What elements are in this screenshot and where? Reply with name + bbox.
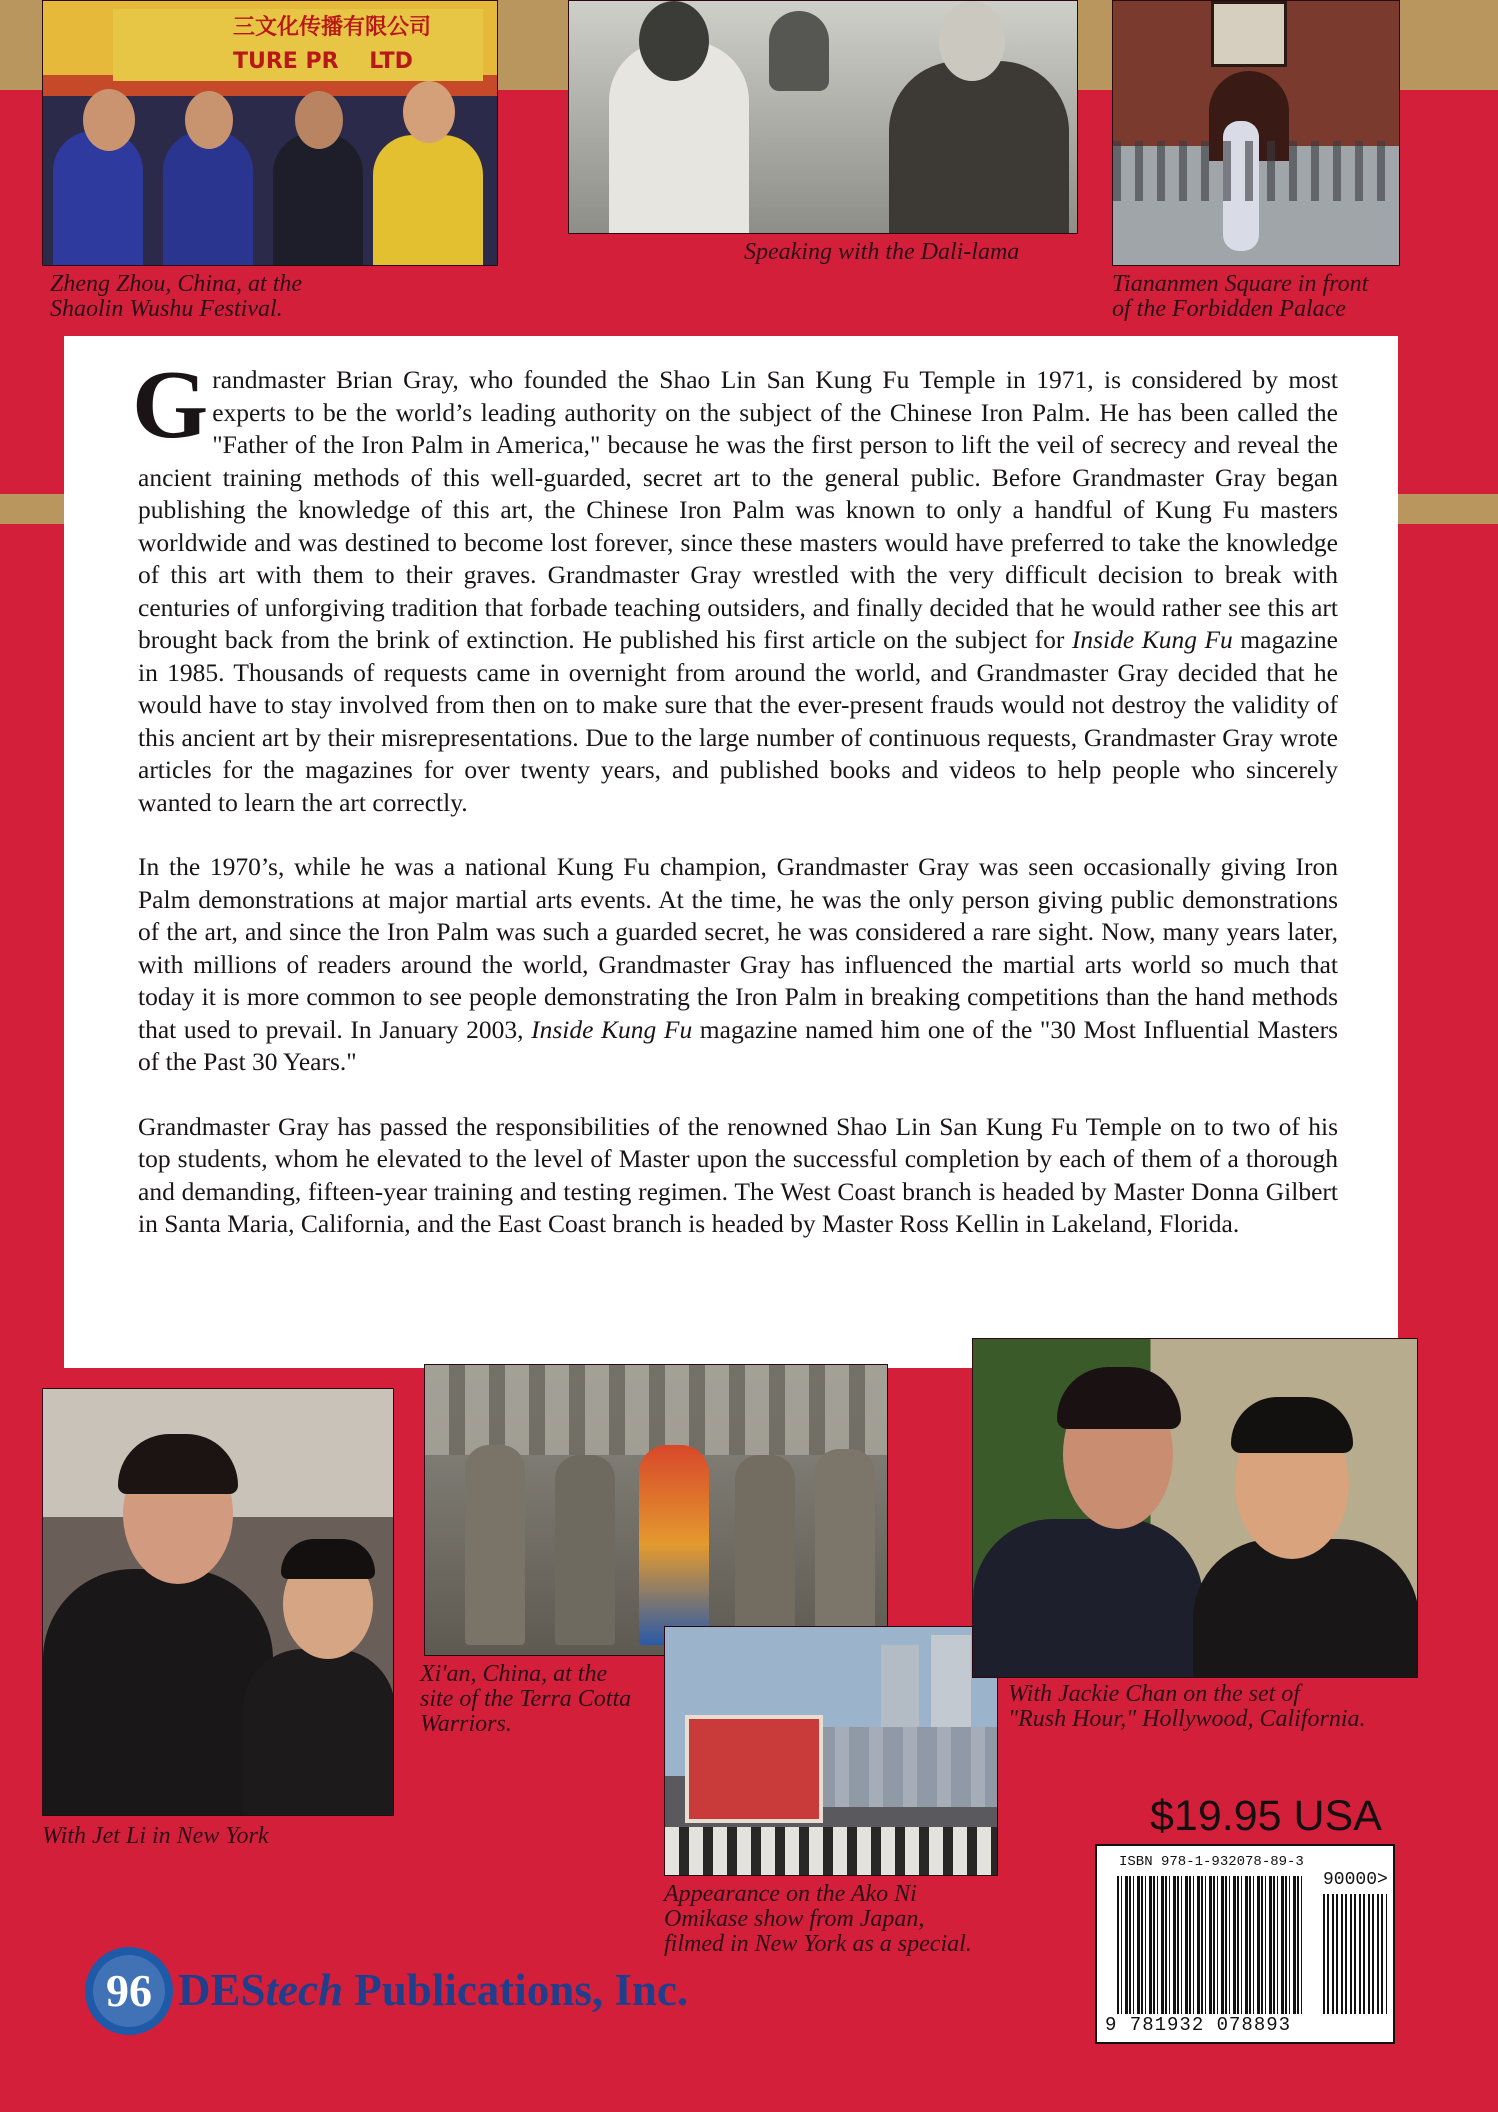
terracotta-rows [425, 1365, 888, 1455]
caption-xian: Xi'an, China, at the site of the Terra Cotta Warriors. [420, 1661, 632, 1737]
bio-text-panel [64, 336, 1398, 1368]
crowd [1113, 141, 1400, 201]
addon-bars [1323, 1894, 1387, 2014]
price-code: 90000> [1323, 1870, 1388, 1890]
price-label: $19.95 USA [1150, 1792, 1382, 1840]
costumed-figure [639, 1445, 709, 1645]
caption-jetli: With Jet Li in New York [42, 1823, 269, 1849]
bio-paragraph-1: Grandmaster Brian Gray, who founded the Shao Lin San Kung Fu Temple in 1971, is considered by most experts to be the world’s leading authority on the subject of the Chinese Iron Palm. He has been called the "Father of the Iron Palm in America," because he was the first person to lift the veil of secrecy and reveal the ancient training methods of this well-guarded, secret art to the general public. Before Grandmaster Gray began publishing the knowledge of this art, the Chinese Iron Palm was known to only a handful of Kung Fu masters worldwide and was destined to become lost forever, since these masters would have preferred to take the knowledge of this art with them to their graves. Grandmaster Gray wrestled with the very difficult decision to break with centuries of unforgiving tradition that forbade teaching outsiders, and finally decided that he would rather see this art brought back from the brink of extinction. He published his first article on the subject for Inside Kung Fu magazine in 1985. Thousands of requests came in overnight from around the world, and Grandmaster Gray decided that he would have to stay involved from then on to make sure that the ever-present frauds would not destroy the validity of this ancient art by their misrepresentations. Due to the large number of continuous requests, Grandmaster Gray wrote articles for the magazines for over twenty years, and published books and videos to help people who sincerely wanted to learn the art correctly. [132, 351, 1339, 817]
person-gray [43, 1569, 273, 1816]
bio-paragraph-3: Grandmaster Gray has passed the responsibilities of the renowned Shao Lin San Kung Fu Temple on to two of his top students, whom he elevated to the level of Master upon the successful completion by each of them of a thorough and demanding, fifteen-year training and testing regimen. The West Coast branch is headed by Master Donna Gilbert in Santa Maria, California, and the East Coast branch is headed by Master Ross Kellin in Lakeland, Florida. [138, 1111, 1338, 1238]
photo-dalilama [568, 0, 1078, 234]
logo-mark-text: 96 [106, 1965, 152, 2016]
isbn-number: ISBN 978-1-932078-89-3 [1119, 1854, 1304, 1870]
banner-text: 三文化传播有限公司 TURE PR LTD [233, 15, 432, 74]
barcode-digits: 9 781932 078893 [1105, 2014, 1292, 2036]
caption-jackiechan: With Jackie Chan on the set of "Rush Hour," Hollywood, California. [1008, 1681, 1366, 1732]
person-jackiechan [1193, 1539, 1418, 1678]
photo-nyshow [664, 1626, 998, 1876]
publisher-logo-icon [84, 1946, 174, 2041]
bio-paragraph-2: In the 1970’s, while he was a national Kung Fu champion, Grandmaster Gray was seen occasionally giving Iron Palm demonstrations at major martial arts events. At the time, he was the only person giving public demonstrations of the art, and since the Iron Palm was such a guarded secret, he was considered a rare sight. Now, many years later, with millions of readers around the world, Grandmaster Gray has influenced the martial arts world so much that today it is more common to see people demonstrating the Iron Palm in breaking competitions than the hand methods that used to prevail. In January 2003, Inside Kung Fu magazine named him one of the "30 Most Influential Masters of the Past 30 Years." [138, 852, 1339, 1076]
stage-set [685, 1715, 823, 1823]
audience [665, 1827, 998, 1876]
vase [769, 11, 829, 91]
barcode-bars [1117, 1876, 1303, 2014]
person-right [889, 61, 1069, 234]
group-of-people [43, 91, 498, 266]
caption-nyshow: Appearance on the Ako Ni Omikase show from Japan, filmed in New York as a special. [664, 1881, 972, 1957]
skyline [815, 1727, 998, 1807]
caption-zhengzhou: Zheng Zhou, China, at the Shaolin Wushu Festival. [50, 271, 303, 322]
person-gray [973, 1519, 1203, 1678]
photo-jetli [42, 1388, 394, 1816]
photo-tiananmen [1112, 0, 1400, 266]
drop-cap: G [132, 351, 209, 459]
caption-dalilama: Speaking with the Dali-lama [744, 239, 1020, 265]
portrait-frame [1211, 1, 1287, 67]
photo-jackiechan [972, 1338, 1418, 1678]
publisher-name: DEStech Publications, Inc. [178, 1965, 689, 2015]
photo-zhengzhou [42, 0, 498, 266]
photo-xian [424, 1364, 888, 1656]
caption-tiananmen: Tiananmen Square in front of the Forbidden Palace [1112, 271, 1369, 322]
isbn-barcode [1095, 1844, 1395, 2044]
person-jetli [243, 1649, 394, 1816]
